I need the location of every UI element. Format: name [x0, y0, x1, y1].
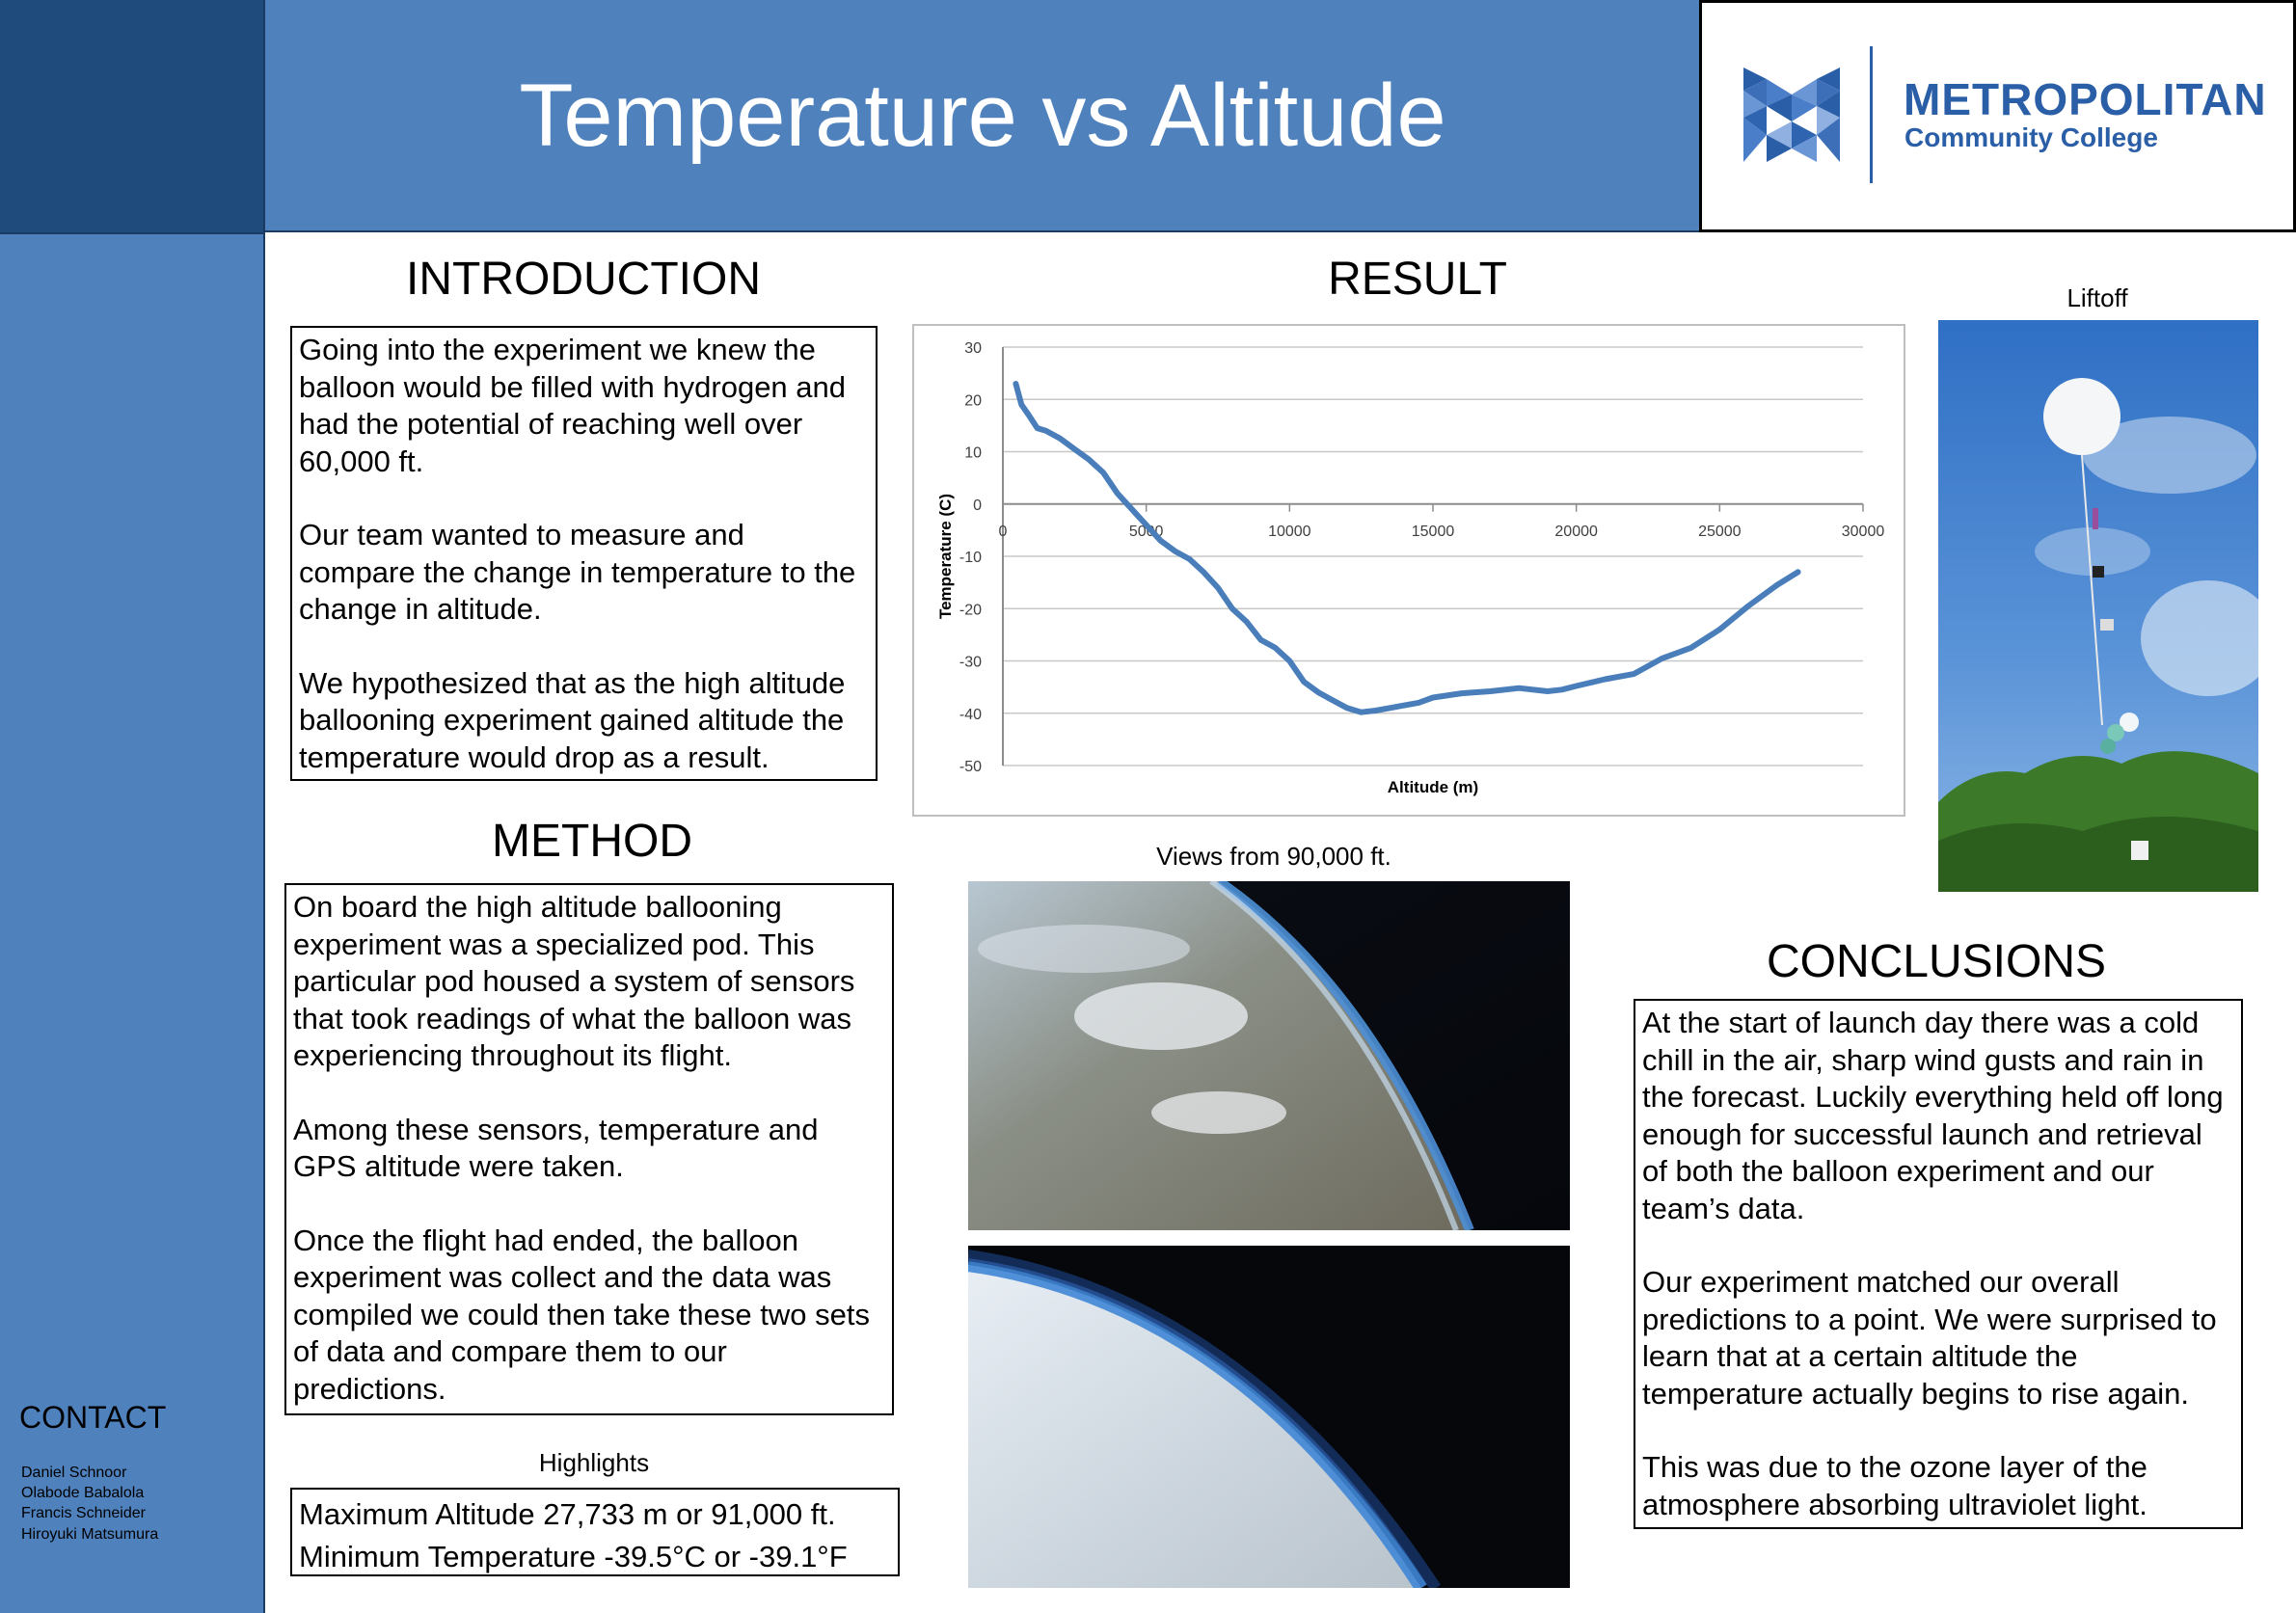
introduction-paragraph: Going into the experiment we knew the balloon would be filled with hydrogen and had the potential of reaching well over 60,000 ft.: [299, 333, 847, 478]
method-paragraph: Once the flight had ended, the balloon experiment was collect and the data was compiled we could then take these two sets of data and compare them to our predictions.: [293, 1223, 870, 1406]
conclusions-box: [1634, 999, 2243, 1529]
liftoff-caption: Liftoff: [2066, 283, 2128, 312]
views-caption: Views from 90,000 ft.: [1156, 842, 1391, 871]
highlights-caption: Highlights: [538, 1448, 650, 1477]
method-paragraph: Among these sensors, temperature and GPS altitude were taken.: [293, 1112, 819, 1183]
y-tick-label: 10: [964, 444, 982, 462]
college-logo-icon: [1743, 67, 1840, 162]
x-tick-label: 20000: [1554, 523, 1598, 540]
x-tick-label: 30000: [1841, 523, 1885, 540]
contact-name: Francis Schneider: [21, 1505, 146, 1521]
contact-name: Olabode Babalola: [21, 1485, 145, 1501]
y-tick-label: -30: [959, 654, 982, 671]
sidebar-top-block: [0, 0, 264, 232]
method-heading: METHOD: [492, 816, 692, 867]
introduction-paragraph: Our team wanted to measure and compare the change in temperature to the change in altitude.: [299, 518, 856, 626]
contact-heading: CONTACT: [19, 1400, 167, 1435]
chart-frame: [912, 324, 1905, 817]
introduction-paragraph: We hypothesized that as the high altitude ballooning experiment gained altitude the temperature would drop as a result.: [299, 665, 846, 774]
y-tick-label: 30: [964, 340, 982, 357]
contact-name: Hiroyuki Matsumura: [21, 1526, 159, 1543]
result-heading: RESULT: [1328, 254, 1507, 305]
y-tick-label: -40: [959, 706, 982, 723]
liftoff-photo: [1938, 320, 2258, 892]
conclusions-heading: CONCLUSIONS: [1766, 936, 2107, 987]
temperature-series-line: [1015, 384, 1797, 712]
logo-title: METROPOLITAN: [1904, 74, 2267, 124]
introduction-heading: INTRODUCTION: [406, 254, 761, 305]
conclusions-paragraph: At the start of launch day there was a cold chill in the air, sharp wind gusts and rain in the forecast. Luckily everything held off long enough for successful launch and retrieval of both the balloon experiment and our team’s data.: [1642, 1006, 2224, 1225]
x-axis-label: Altitude (m): [1387, 778, 1479, 796]
highlight-max-altitude: Maximum Altitude 27,733 m or 91,000 ft.: [299, 1497, 836, 1531]
y-tick-label: -50: [959, 759, 982, 775]
logo-subtitle: Community College: [1904, 122, 2158, 152]
y-tick-label: 0: [973, 497, 982, 514]
x-tick-label: 15000: [1411, 523, 1455, 540]
earth-view-photo-1: [968, 881, 1570, 1230]
logo-divider: [1870, 46, 1873, 183]
y-axis-label: Temperature (C): [936, 493, 955, 620]
y-tick-label: -10: [959, 550, 982, 566]
x-tick-label: 10000: [1268, 523, 1311, 540]
y-tick-label: 20: [964, 392, 982, 410]
x-tick-label: 0: [998, 523, 1008, 540]
introduction-box: [290, 326, 878, 781]
highlights-box: [290, 1488, 900, 1576]
conclusions-paragraph: Our experiment matched our overall predictions to a point. We were surprised to learn that at a certain altitude the temperature actually begins to rise again.: [1642, 1265, 2217, 1411]
earth-view-photo-2: [968, 1246, 1570, 1588]
conclusions-paragraph: This was due to the ozone layer of the atmosphere absorbing ultraviolet light.: [1642, 1450, 2147, 1521]
poster-title: Temperature vs Altitude: [519, 67, 1446, 165]
y-tick-label: -20: [959, 602, 982, 619]
contact-name: Daniel Schnoor: [21, 1465, 127, 1481]
x-tick-label: 25000: [1698, 523, 1742, 540]
temperature-altitude-chart: [914, 326, 1904, 815]
sidebar-border: [263, 0, 265, 1613]
method-box: [284, 883, 894, 1415]
method-paragraph: On board the high altitude ballooning experiment was a specialized pod. This particular pod housed a system of sensors that took readings of what the balloon was experiencing throughout its flight.: [293, 890, 855, 1072]
highlight-min-temperature: Minimum Temperature -39.5°C or -39.1°F: [299, 1540, 848, 1573]
x-tick-label: 5000: [1128, 523, 1164, 540]
